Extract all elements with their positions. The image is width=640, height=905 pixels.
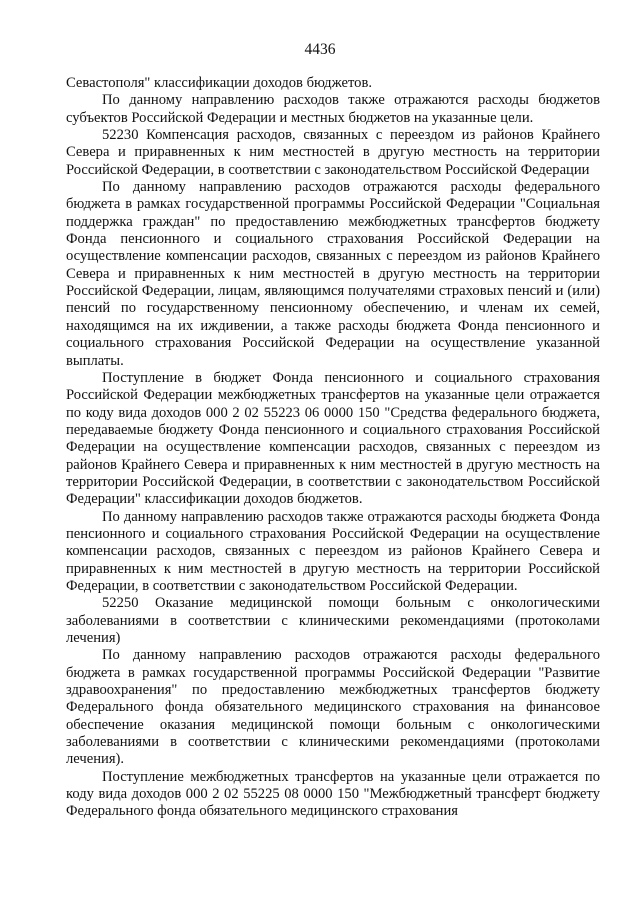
paragraph: По данному направлению расходов также отражаются расходы бюджетов субъектов Российской Федерации и местных бюджетов на указанные цели. [66, 92, 600, 126]
paragraph: По данному направлению расходов отражаются расходы федерального бюджета в рамках государственной программы Российской Федерации "Развитие здравоохранения" по предоставлению межбюджетных трансфертов бюджету Федерального фонда обязательного медицинского страхования на финансовое обеспечение оказания медицинской помощи больным с онкологическими заболеваниями в соответствии с клиническими рекомендациями (протоколами лечения). [66, 647, 600, 768]
paragraph: Поступление в бюджет Фонда пенсионного и социального страхования Российской Федерации межбюджетных трансфертов на указанные цели отражается по коду вида доходов 000 2 02 55223 06 0000 150 "Средства федерального бюджета, передаваемые бюджету Фонда пенсионного и социального страхования Российской Федерации на осуществление компенсации расходов, связанных с переездом из районов Крайнего Севера и приравненных к ним местностей в другую местность на территории Российской Федерации, в соответствии с законодательством Российской Федерации" классификации доходов бюджетов. [66, 369, 600, 508]
paragraph: Поступление межбюджетных трансфертов на указанные цели отражается по коду вида доходов 000 2 02 55225 08 0000 150 "Межбюджетный трансферт бюджету Федерального фонда обязательного медицинского страхования [66, 768, 600, 820]
section-heading-52250: 52250 Оказание медицинской помощи больным с онкологическими заболеваниями в соответствии с клиническими рекомендациями (протоколами лечения) [66, 595, 600, 646]
paragraph-continuation: Севастополя" классификации доходов бюджетов. [66, 75, 372, 91]
section-heading-52230: 52230 Компенсация расходов, связанных с переездом из районов Крайнего Севера и приравненных к ним местностей в другую местность на территории Российской Федерации, в соответствии с законодательством Российской Федерации [66, 127, 600, 178]
page-number: 4436 [304, 41, 336, 58]
paragraph: По данному направлению расходов также отражаются расходы бюджета Фонда пенсионного и социального страхования Российской Федерации на осуществление компенсации расходов, связанных с переездом из районов Крайнего Севера и приравненных к ним местностей в другую местность на территории Российской Федерации, в соответствии с законодательством Российской Федерации. [66, 508, 600, 594]
document-body [66, 75, 600, 821]
paragraph: По данному направлению расходов отражаются расходы федерального бюджета в рамках государственной программы Российской Федерации "Социальная поддержка граждан" по предоставлению межбюджетных трансфертов бюджету Фонда пенсионного и социального страхования Российской Федерации на осуществление компенсации расходов, связанных с переездом из районов Крайнего Севера и приравненных к ним местностей в другую местность на территории Российской Федерации, лицам, являющимся получателями страховых пенсий и (или) пенсий по государственному пенсионному обеспечению, и членам их семей, находящимся на их иждивении, а также расходы бюджета Фонда пенсионного и социального страхования Российской Федерации на осуществление указанной выплаты. [66, 179, 600, 369]
